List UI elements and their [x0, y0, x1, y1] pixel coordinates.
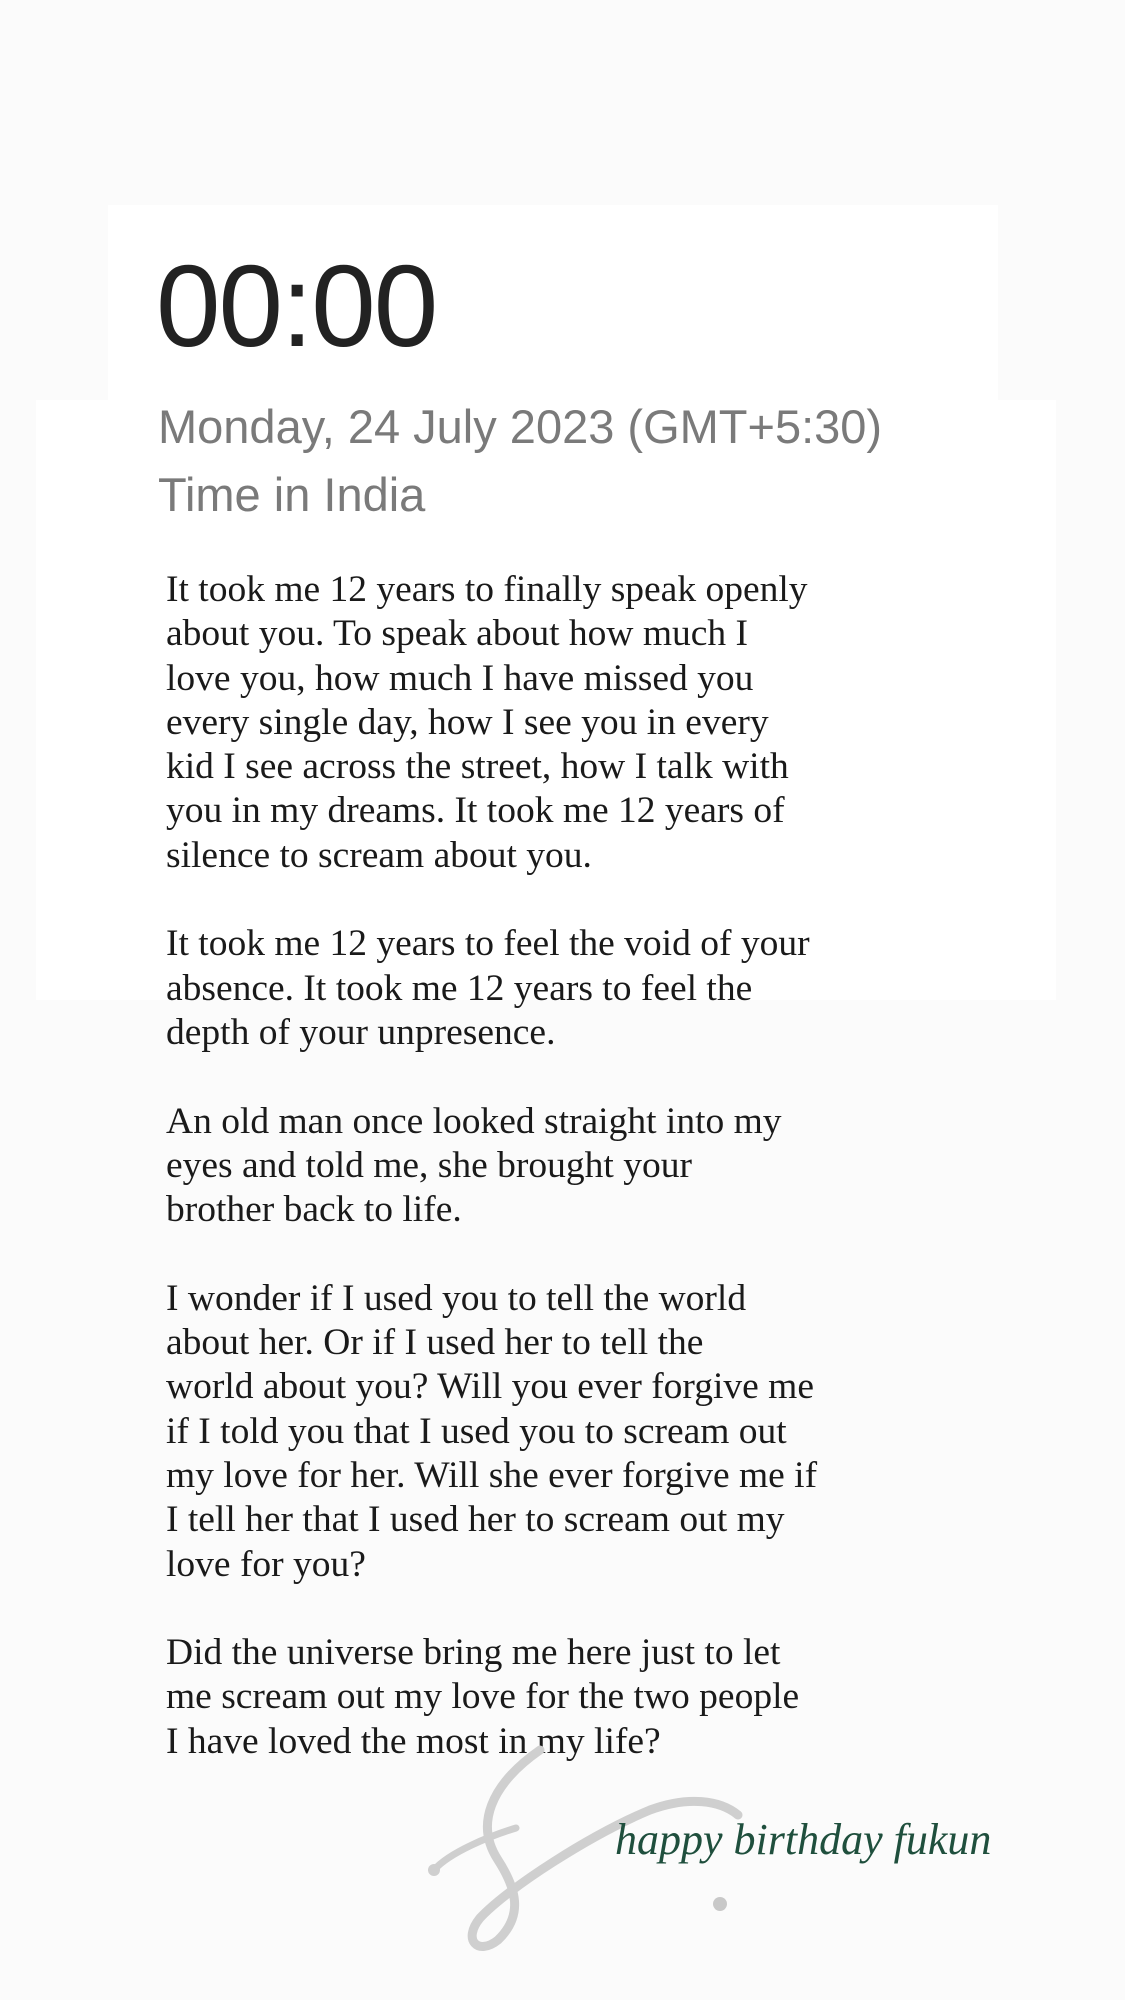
letter-line: An old man once looked straight into my [166, 1100, 782, 1142]
letter-line: every single day, how I see you in every [166, 701, 769, 743]
clock-date: Monday, 24 July 2023 (GMT+5:30) [158, 400, 883, 453]
letter-body [166, 568, 886, 1808]
letter-line: silence to scream about you. [166, 834, 592, 876]
letter-line: you in my dreams. It took me 12 years of [166, 790, 785, 832]
letter-line: love for you? [166, 1543, 366, 1585]
letter-line: if I told you that I used you to scream out [166, 1410, 787, 1452]
letter-line: I tell her that I used her to scream out my [166, 1499, 785, 1541]
paragraph-3 [166, 1100, 886, 1233]
birthday-dedication: happy birthday fukun [615, 1815, 992, 1864]
paragraph-1 [166, 568, 886, 878]
letter-line: I wonder if I used you to tell the world [166, 1277, 747, 1319]
letter-line: my love for her. Will she ever forgive me if [166, 1454, 818, 1496]
letter-line: me scream out my love for the two people [166, 1676, 800, 1718]
letter-line: absence. It took me 12 years to feel the [166, 967, 753, 1009]
letter-line: It took me 12 years to feel the void of your [166, 923, 810, 965]
letter-line: about you. To speak about how much I [166, 613, 749, 655]
letter-line: Did the universe bring me here just to let [166, 1632, 781, 1674]
letter-line: depth of your unpresence. [166, 1011, 556, 1053]
letter-line: about her. Or if I used her to tell the [166, 1322, 704, 1364]
clock-timezone-label: Time in India [158, 468, 426, 521]
clock-time: 00:00 [156, 241, 437, 371]
paragraph-2 [166, 922, 886, 1055]
letter-line: love you, how much I have missed you [166, 657, 754, 699]
letter-line: eyes and told me, she brought your [166, 1144, 692, 1186]
letter-line: kid I see across the street, how I talk with [166, 746, 789, 788]
paragraph-4 [166, 1277, 886, 1587]
letter-line: I have loved the most in my life? [166, 1720, 661, 1762]
letter-line: brother back to life. [166, 1189, 462, 1231]
letter-line: world about you? Will you ever forgive me [166, 1366, 814, 1408]
letter-line: It took me 12 years to finally speak openly [166, 569, 808, 610]
